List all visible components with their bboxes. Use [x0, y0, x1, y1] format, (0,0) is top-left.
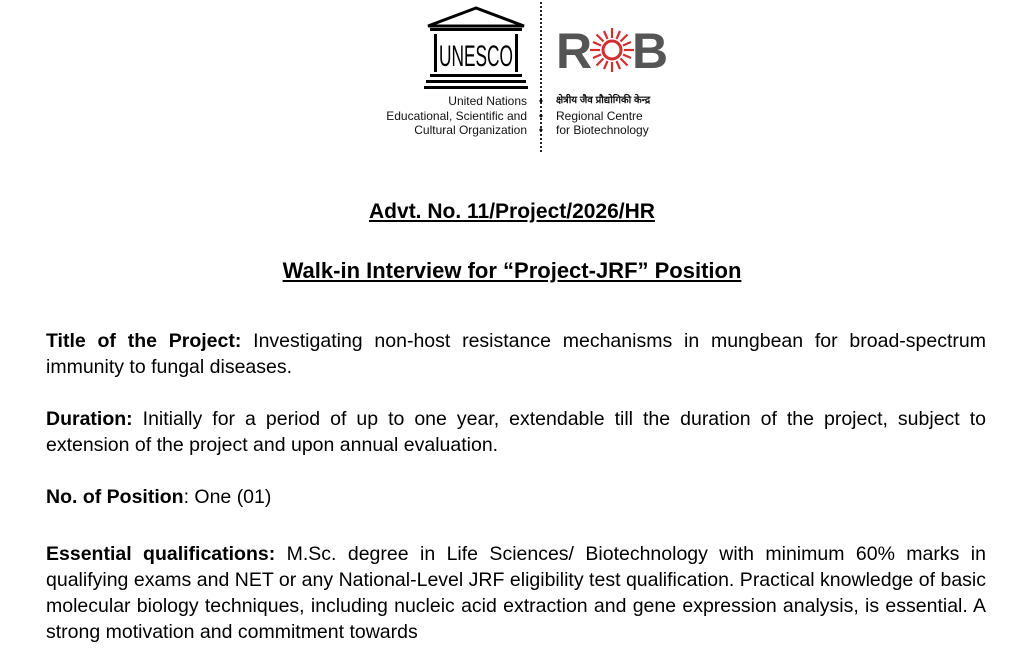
rcb-starburst-icon: [590, 28, 634, 72]
duration-section: [46, 406, 986, 458]
positions-section: [46, 484, 986, 510]
qualifications-section: [46, 541, 986, 645]
letterhead: [0, 0, 1024, 160]
rcb-org-name: [556, 94, 756, 138]
svg-text:R: R: [556, 23, 593, 79]
project-title-section: [46, 328, 986, 380]
unesco-logo-text: UNESCO: [439, 40, 513, 73]
duration-text: Initially for a period of up to one year, extendable till the duration of the project, subject to extension of the project and upon annual evaluation.: [46, 408, 986, 456]
unesco-line-1: United Nations: [448, 94, 527, 108]
qualifications-label: Essential qualifications:: [46, 543, 276, 565]
rcb-line-2: for Biotechnology: [556, 123, 649, 137]
positions-text: : One (01): [183, 486, 272, 508]
duration-label: Duration:: [46, 408, 133, 430]
unesco-line-2: Educational, Scientific and: [386, 108, 527, 123]
project-title-text: Investigating non-host resistance mechanisms in mungbean for broad-spectrum immunity to fungal diseases.: [46, 330, 986, 378]
unesco-org-name: [340, 94, 527, 138]
positions-label: No. of Position: [46, 486, 184, 508]
advertisement-number: Advt. No. 11/Project/2026/HR: [369, 200, 655, 223]
unesco-line-3: Cultural Organization: [414, 123, 527, 137]
unesco-logo: [424, 6, 528, 90]
project-title-label: Title of the Project:: [46, 330, 242, 352]
rcb-line-1: Regional Centre: [556, 108, 643, 123]
qualifications-text: M.Sc. degree in Life Sciences/ Biotechnology with minimum 60% marks in qualifying exams and NET or any National-Level JRF eligibility test qualification. Practical knowledge of basic molecular biology techniques, including nucleic acid extraction and gene expression analysis, is essential. A strong motivation and commitment towards: [46, 543, 986, 643]
header-bullets: • • •: [538, 94, 544, 137]
walkin-interview-title: Walk-in Interview for “Project-JRF” Position: [282, 258, 742, 283]
rcb-logo: [556, 22, 669, 79]
rcb-hindi-name: क्षेत्रीय जैव प्रौद्योगिकी केन्द्र: [556, 95, 651, 106]
svg-text:B: B: [632, 23, 669, 79]
